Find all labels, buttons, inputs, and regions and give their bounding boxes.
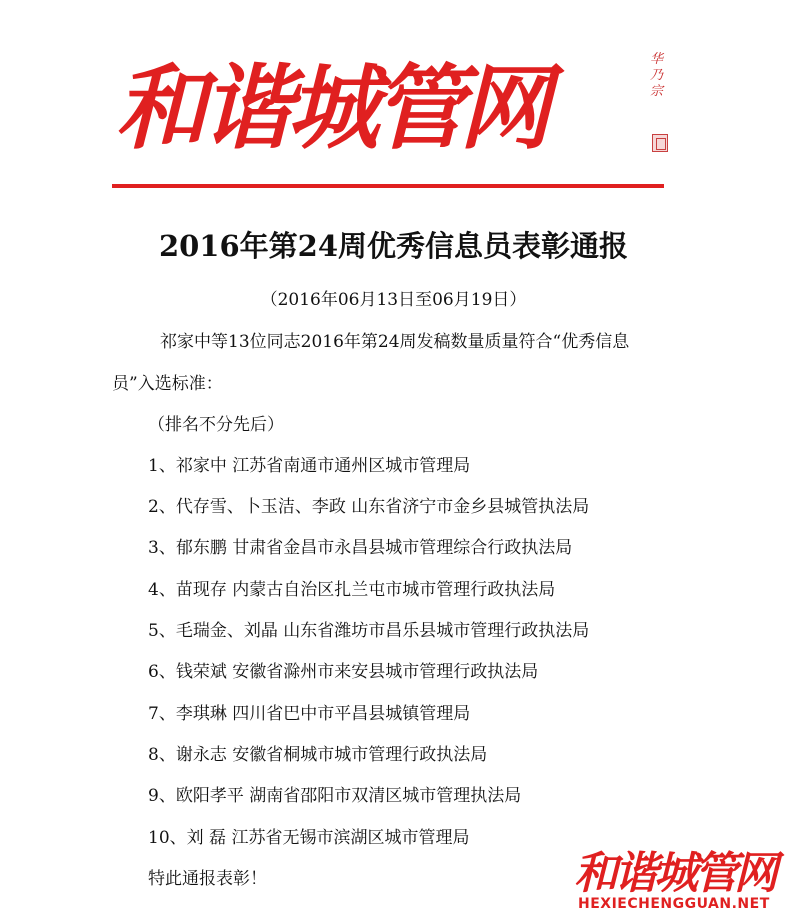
list-item: 3、郁东鹏 甘肃省金昌市永昌县城市管理综合行政执法局 — [148, 538, 573, 558]
list-item: 4、苗现存 内蒙古自治区扎兰屯市城市管理行政执法局 — [148, 580, 556, 600]
watermark-title: 和谐城管网 — [574, 848, 774, 899]
list-item: 7、李琪琳 四川省巴中市平昌县城镇管理局 — [148, 704, 471, 724]
date-range: （2016年06月13日至06月19日） — [260, 290, 527, 310]
list-item: 1、祁家中 江苏省南通市通州区城市管理局 — [148, 456, 471, 476]
calligrapher-signature: 华乃宗 — [650, 52, 664, 99]
list-item: 6、钱荣斌 安徽省滁州市来安县城市管理行政执法局 — [148, 662, 539, 682]
intro-line-1: 祁家中等13位同志2016年第24周发稿数量质量符合“优秀信息 — [160, 332, 630, 352]
list-item: 10、刘 磊 江苏省无锡市滨湖区城市管理局 — [148, 828, 470, 848]
closing-line: 特此通报表彰！ — [148, 869, 267, 889]
list-item: 8、谢永志 安徽省桐城市城市管理行政执法局 — [148, 745, 488, 765]
watermark-url: HEXIECHENGGUAN.NET — [578, 896, 770, 912]
ordering-note: （排名不分先后） — [148, 415, 284, 435]
list-item: 9、欧阳孝平 湖南省邵阳市双清区城市管理执法局 — [148, 786, 522, 806]
masthead-title: 和谐城管网 — [115, 54, 546, 162]
masthead-logo — [105, 48, 625, 168]
list-item: 2、代存雪、卜玉洁、李政 山东省济宁市金乡县城管执法局 — [148, 497, 590, 517]
watermark-logo — [574, 848, 782, 914]
header-divider — [112, 184, 664, 188]
list-item: 5、毛瑞金、刘晶 山东省潍坊市昌乐县城市管理行政执法局 — [148, 621, 590, 641]
seal-stamp-icon — [652, 134, 668, 152]
document-title: 2016年第24周优秀信息员表彰通报 — [158, 229, 629, 263]
intro-line-2: 员”入选标准： — [112, 374, 223, 394]
